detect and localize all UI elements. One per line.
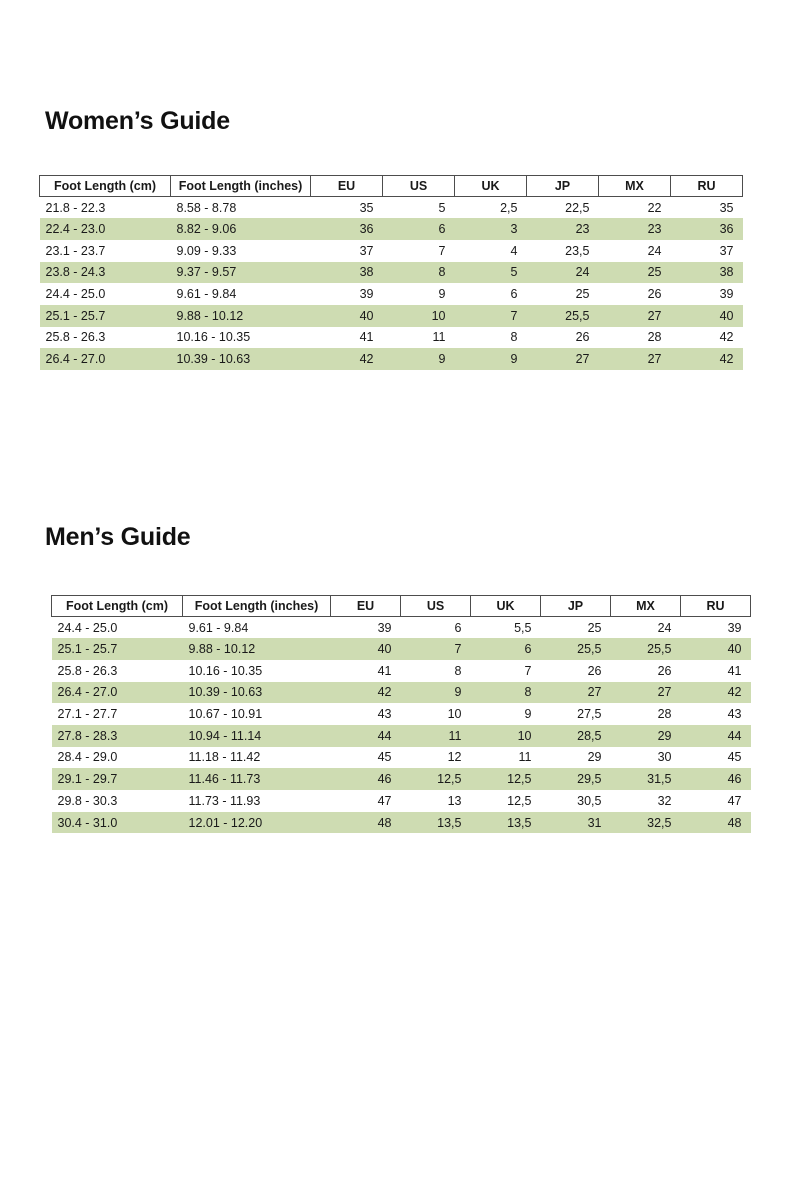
cell-uk: 6 (471, 638, 541, 660)
cell-uk: 7 (455, 305, 527, 327)
cell-us: 7 (438, 243, 446, 258)
cell-foot-length-cm: 23.8 - 24.3 (40, 262, 171, 284)
cell-us: 6 (454, 620, 462, 635)
mens-guide-title: Men’s Guide (45, 522, 191, 551)
cell-jp: 25 (587, 620, 602, 635)
cell-us: 7 (401, 638, 471, 660)
cell-foot-length-cm: 27.1 - 27.7 (57, 707, 118, 722)
cell-uk: 12,5 (471, 768, 541, 790)
cell-mx: 26 (647, 287, 662, 302)
cell-foot-length-inches: 10.16 - 10.35 (176, 330, 251, 345)
cell-uk: 8 (510, 330, 518, 345)
cell-eu: 35 (359, 200, 374, 215)
cell-mx: 28 (657, 707, 672, 722)
cell-eu: 45 (377, 750, 392, 765)
cell-jp: 31 (541, 812, 611, 834)
womens-table-header (40, 176, 743, 197)
mens-table-header (52, 596, 751, 617)
cell-foot-length-cm: 25.1 - 25.7 (52, 638, 183, 660)
cell-foot-length-inches: 9.09 - 9.33 (176, 243, 237, 258)
cell-foot-length-cm: 29.8 - 30.3 (57, 793, 118, 808)
cell-uk: 10 (471, 725, 541, 747)
cell-us: 12 (447, 750, 462, 765)
cell-foot-length-cm: 24.4 - 25.0 (57, 620, 118, 635)
cell-mx: 30 (657, 750, 672, 765)
cell-eu: 39 (359, 287, 374, 302)
cell-foot-length-inches: 10.39 - 10.63 (183, 682, 331, 704)
cell-eu: 38 (311, 262, 383, 284)
table-row (52, 617, 751, 639)
cell-foot-length-cm: 23.1 - 23.7 (45, 243, 106, 258)
cell-ru: 35 (719, 200, 734, 215)
cell-mx: 32,5 (611, 812, 681, 834)
cell-us: 10 (383, 305, 455, 327)
table-row (52, 703, 751, 725)
cell-eu: 40 (311, 305, 383, 327)
cell-us: 11 (432, 330, 446, 345)
cell-uk: 5,5 (514, 620, 532, 635)
cell-mx: 27 (599, 348, 671, 370)
cell-uk: 11 (518, 750, 532, 765)
cell-jp: 28,5 (541, 725, 611, 747)
column-header-uk: UK (455, 176, 527, 197)
womens-guide-title: Women’s Guide (45, 106, 230, 135)
column-header-eu: EU (331, 596, 401, 617)
cell-ru: 42 (671, 348, 743, 370)
cell-mx: 32 (657, 793, 672, 808)
cell-us: 8 (454, 663, 462, 678)
column-header-mx: MX (611, 596, 681, 617)
cell-us: 13,5 (401, 812, 471, 834)
cell-foot-length-inches: 10.16 - 10.35 (188, 663, 263, 678)
cell-jp: 25 (575, 287, 590, 302)
cell-us: 11 (401, 725, 471, 747)
column-header-foot-length-inches: Foot Length (inches) (171, 176, 311, 197)
cell-ru: 43 (727, 707, 742, 722)
cell-ru: 40 (681, 638, 751, 660)
cell-eu: 48 (331, 812, 401, 834)
cell-foot-length-inches: 11.73 - 11.93 (188, 793, 261, 808)
cell-mx: 25,5 (611, 638, 681, 660)
cell-eu: 47 (377, 793, 392, 808)
cell-foot-length-cm: 25.8 - 26.3 (45, 330, 106, 345)
cell-ru: 41 (727, 663, 742, 678)
column-header-us: US (401, 596, 471, 617)
cell-ru: 47 (727, 793, 742, 808)
cell-foot-length-inches: 8.82 - 9.06 (171, 218, 311, 240)
column-header-ru: RU (681, 596, 751, 617)
cell-eu: 41 (359, 330, 374, 345)
cell-jp: 25,5 (527, 305, 599, 327)
cell-ru: 42 (719, 330, 734, 345)
cell-uk: 7 (524, 663, 532, 678)
cell-us: 12,5 (401, 768, 471, 790)
cell-foot-length-inches: 9.37 - 9.57 (171, 262, 311, 284)
table-row (52, 638, 751, 660)
cell-us: 9 (401, 682, 471, 704)
column-header-jp: JP (527, 176, 599, 197)
womens-size-table (39, 175, 743, 370)
column-header-mx: MX (599, 176, 671, 197)
table-row (40, 240, 743, 262)
table-row (40, 305, 743, 327)
cell-foot-length-cm: 21.8 - 22.3 (45, 200, 106, 215)
cell-eu: 44 (331, 725, 401, 747)
table-row (52, 768, 751, 790)
cell-mx: 28 (647, 330, 662, 345)
cell-mx: 26 (657, 663, 672, 678)
mens-size-table (51, 595, 751, 833)
column-header-foot-length-cm: Foot Length (cm) (40, 176, 171, 197)
cell-mx: 24 (647, 243, 662, 258)
column-header-us: US (383, 176, 455, 197)
cell-us: 5 (438, 200, 446, 215)
table-row (52, 747, 751, 769)
column-header-foot-length-cm: Foot Length (cm) (52, 596, 183, 617)
table-header-row (40, 176, 743, 197)
cell-uk: 5 (455, 262, 527, 284)
table-row (40, 262, 743, 284)
cell-eu: 39 (377, 620, 392, 635)
cell-eu: 46 (331, 768, 401, 790)
cell-foot-length-cm: 22.4 - 23.0 (40, 218, 171, 240)
cell-jp: 30,5 (577, 793, 602, 808)
cell-jp: 26 (575, 330, 590, 345)
cell-foot-length-cm: 28.4 - 29.0 (57, 750, 118, 765)
cell-mx: 22 (647, 200, 662, 215)
cell-foot-length-inches: 9.88 - 10.12 (183, 638, 331, 660)
cell-uk: 2,5 (500, 200, 518, 215)
table-row (52, 660, 751, 682)
cell-ru: 39 (727, 620, 742, 635)
cell-us: 8 (383, 262, 455, 284)
column-header-uk: UK (471, 596, 541, 617)
cell-foot-length-cm: 26.4 - 27.0 (40, 348, 171, 370)
cell-eu: 42 (331, 682, 401, 704)
cell-foot-length-cm: 26.4 - 27.0 (52, 682, 183, 704)
cell-foot-length-inches: 11.18 - 11.42 (188, 750, 261, 765)
cell-us: 9 (438, 287, 446, 302)
cell-foot-length-inches: 12.01 - 12.20 (183, 812, 331, 834)
cell-foot-length-inches: 11.46 - 11.73 (183, 768, 331, 790)
cell-uk: 12,5 (507, 793, 532, 808)
table-header-row (52, 596, 751, 617)
cell-ru: 42 (681, 682, 751, 704)
table-row (40, 218, 743, 240)
cell-ru: 48 (681, 812, 751, 834)
cell-us: 10 (447, 707, 462, 722)
cell-jp: 27,5 (577, 707, 602, 722)
column-header-jp: JP (541, 596, 611, 617)
cell-mx: 23 (599, 218, 671, 240)
cell-uk: 9 (524, 707, 532, 722)
table-row (52, 790, 751, 812)
cell-jp: 29 (587, 750, 602, 765)
cell-foot-length-inches: 9.61 - 9.84 (188, 620, 249, 635)
column-header-eu: EU (311, 176, 383, 197)
cell-jp: 27 (541, 682, 611, 704)
cell-foot-length-cm: 25.8 - 26.3 (57, 663, 118, 678)
cell-jp: 26 (587, 663, 602, 678)
table-row (52, 725, 751, 747)
cell-ru: 36 (671, 218, 743, 240)
cell-foot-length-inches: 9.88 - 10.12 (171, 305, 311, 327)
cell-us: 9 (383, 348, 455, 370)
cell-foot-length-cm: 24.4 - 25.0 (45, 287, 106, 302)
cell-eu: 37 (359, 243, 374, 258)
cell-ru: 44 (681, 725, 751, 747)
cell-jp: 25,5 (541, 638, 611, 660)
cell-uk: 9 (455, 348, 527, 370)
cell-eu: 41 (377, 663, 392, 678)
table-row (40, 283, 743, 305)
cell-foot-length-inches: 10.67 - 10.91 (188, 707, 263, 722)
table-row (40, 197, 743, 219)
cell-foot-length-cm: 29.1 - 29.7 (52, 768, 183, 790)
cell-foot-length-inches: 10.94 - 11.14 (183, 725, 331, 747)
cell-mx: 25 (599, 262, 671, 284)
cell-uk: 13,5 (471, 812, 541, 834)
cell-jp: 22,5 (565, 200, 590, 215)
cell-ru: 39 (719, 287, 734, 302)
cell-uk: 6 (510, 287, 518, 302)
cell-jp: 29,5 (541, 768, 611, 790)
cell-ru: 46 (681, 768, 751, 790)
cell-foot-length-inches: 9.61 - 9.84 (176, 287, 237, 302)
cell-jp: 27 (527, 348, 599, 370)
table-row (40, 348, 743, 370)
cell-jp: 24 (527, 262, 599, 284)
cell-mx: 27 (599, 305, 671, 327)
column-header-foot-length-inches: Foot Length (inches) (183, 596, 331, 617)
cell-mx: 31,5 (611, 768, 681, 790)
table-row (52, 812, 751, 834)
cell-jp: 23 (527, 218, 599, 240)
cell-eu: 36 (311, 218, 383, 240)
cell-uk: 4 (510, 243, 518, 258)
cell-ru: 40 (671, 305, 743, 327)
cell-ru: 37 (719, 243, 734, 258)
cell-us: 6 (383, 218, 455, 240)
cell-eu: 40 (331, 638, 401, 660)
cell-uk: 3 (455, 218, 527, 240)
cell-foot-length-inches: 8.58 - 8.78 (176, 200, 237, 215)
cell-foot-length-inches: 10.39 - 10.63 (171, 348, 311, 370)
cell-mx: 29 (611, 725, 681, 747)
cell-us: 13 (447, 793, 462, 808)
table-row (52, 682, 751, 704)
column-header-ru: RU (671, 176, 743, 197)
cell-jp: 23,5 (565, 243, 590, 258)
mens-table-body (52, 617, 751, 834)
cell-ru: 45 (727, 750, 742, 765)
cell-uk: 8 (471, 682, 541, 704)
cell-foot-length-cm: 25.1 - 25.7 (40, 305, 171, 327)
cell-eu: 42 (311, 348, 383, 370)
womens-table-body (40, 197, 743, 371)
cell-mx: 24 (657, 620, 672, 635)
cell-eu: 43 (377, 707, 392, 722)
cell-ru: 38 (671, 262, 743, 284)
cell-foot-length-cm: 27.8 - 28.3 (52, 725, 183, 747)
table-row (40, 327, 743, 349)
cell-foot-length-cm: 30.4 - 31.0 (52, 812, 183, 834)
cell-mx: 27 (611, 682, 681, 704)
